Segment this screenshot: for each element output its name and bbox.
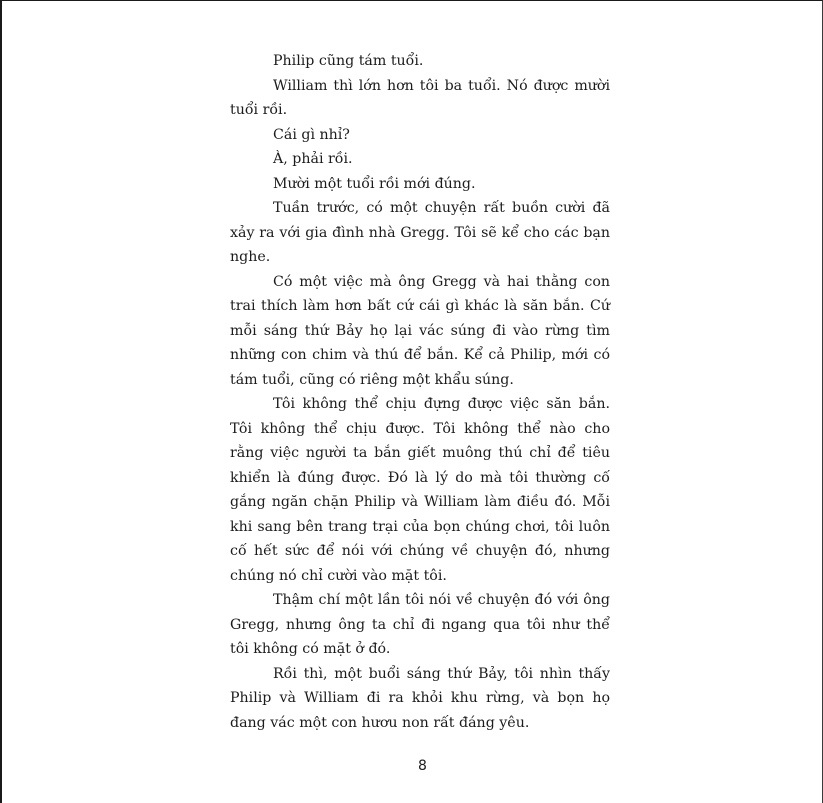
paragraph: Tuần trước, có một chuyện rất buồn cười đã xảy ra với gia đình nhà Gregg. Tôi sẽ kể cho các bạn nghe. xyxy=(230,200,610,265)
paragraph: Mười một tuổi rồi mới đúng. xyxy=(273,175,476,192)
paragraph: William thì lớn hơn tôi ba tuổi. Nó được mười tuổi rồi. xyxy=(230,77,610,118)
paragraph: À, phải rồi. xyxy=(273,151,353,167)
paragraph: Cái gì nhỉ? xyxy=(273,126,350,143)
page-number: 8 xyxy=(418,758,427,774)
paragraph: Có một việc mà ông Gregg và hai thằng con trai thích làm hơn bất cứ cái gì khác là săn bắn. Cứ mỗi sáng thứ Bảy họ lại vác súng đi vào rừng tìm những con chim và thú để bắn. Kể cả Philip, mới có tám tuổi, cũng có riêng một khẩu súng. xyxy=(230,273,610,388)
body-text xyxy=(230,49,610,735)
paragraph: Rồi thì, một buổi sáng thứ Bảy, tôi nhìn thấy Philip và William đi ra khỏi khu rừng, và bọn họ đang vác một con hươu non rất đáng yêu. xyxy=(230,665,610,731)
paragraph: Philip cũng tám tuổi. xyxy=(273,53,424,69)
paragraph: Thậm chí một lần tôi nói về chuyện đó với ông Gregg, nhưng ông ta chỉ đi ngang qua tôi như thể tôi không có mặt ở đó. xyxy=(230,592,610,657)
paragraph: Tôi không thể chịu đựng được việc săn bắn. Tôi không thể chịu được. Tôi không thể nào cho rằng việc người ta bắn giết muông thú chỉ để tiêu khiển là đúng được. Đó là lý do mà tôi thường cố gắng ngăn chặn Philip và William làm điều đó. Mỗi khi sang bên trang trại của bọn chúng chơi, tôi luôn cố hết sức để nói với chúng về chuyện đó, nhưng chúng nó chỉ cười vào mặt tôi. xyxy=(230,396,610,584)
